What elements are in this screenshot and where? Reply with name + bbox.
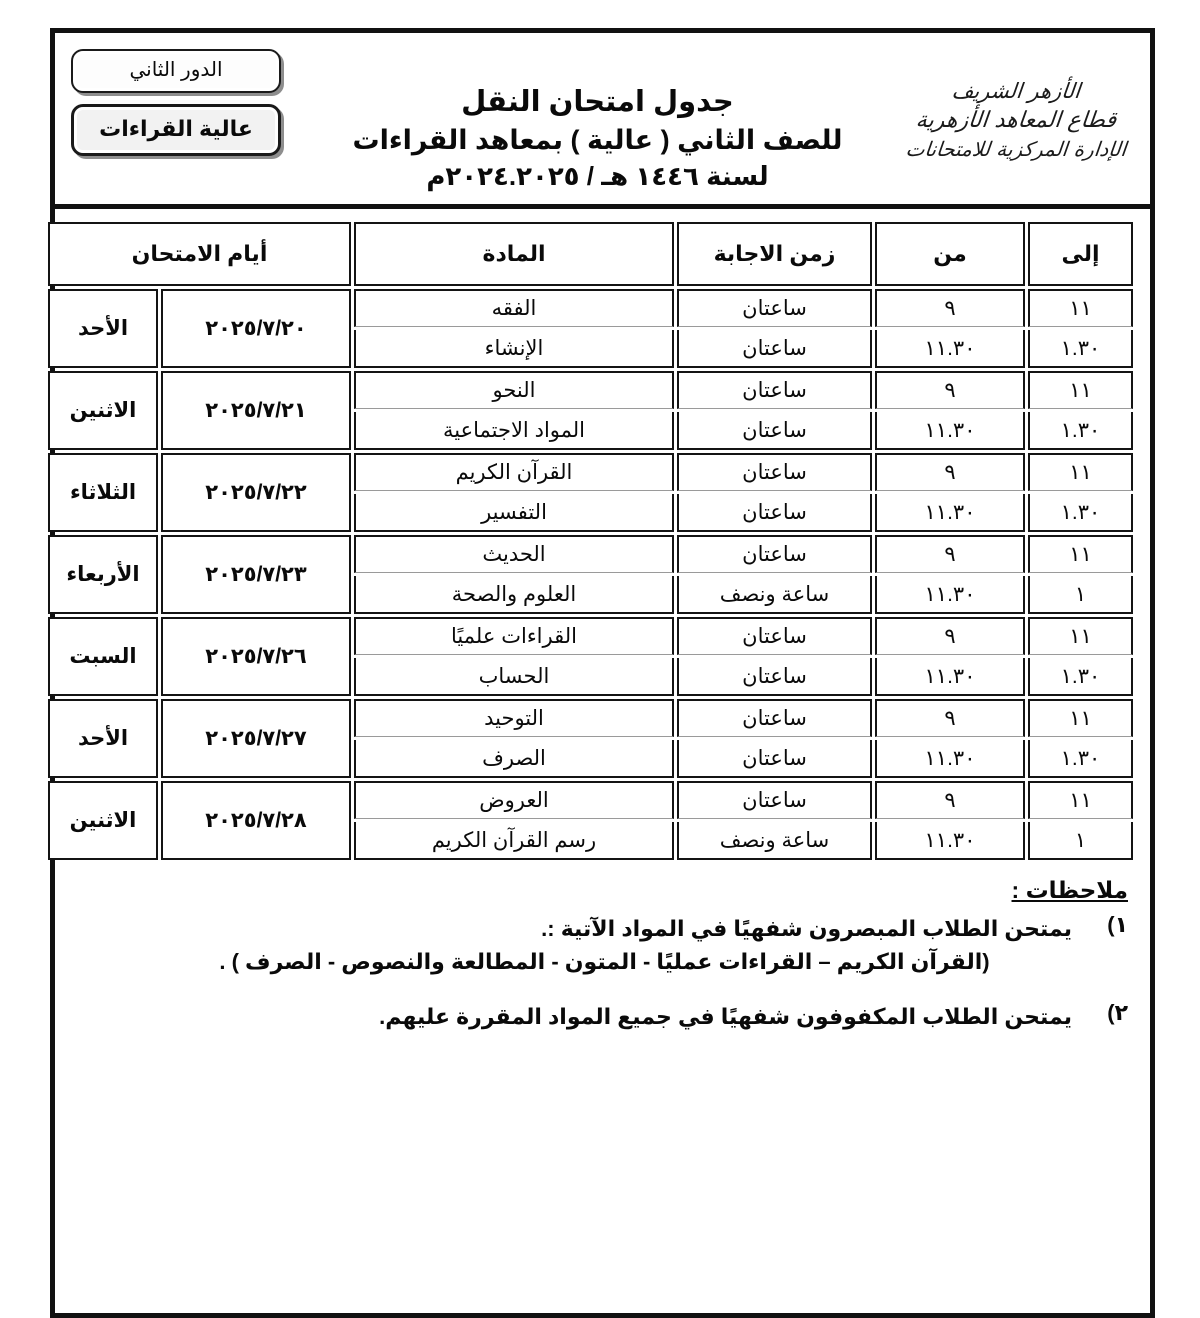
cell-time-from: ٩ [875,289,1025,327]
cell-time-to: ١.٣٠ [1028,330,1133,368]
cell-duration: ساعتان [677,535,872,573]
cell-exam-date: ٢٠٢٥/٧/٢٦ [161,617,351,696]
cell-subject: الحساب [354,658,674,696]
cell-time-from: ١١.٣٠ [875,494,1025,532]
cell-exam-day: الأحد [48,699,158,778]
cell-duration: ساعتان [677,740,872,778]
cell-exam-date: ٢٠٢٥/٧/٢٠ [161,289,351,368]
cell-time-to: ١١ [1028,781,1133,819]
cell-subject: النحو [354,371,674,409]
cell-duration: ساعتان [677,330,872,368]
cell-exam-day: الاثنين [48,781,158,860]
table-body [48,289,1133,860]
cell-time-from: ١١.٣٠ [875,658,1025,696]
cell-duration: ساعة ونصف [677,576,872,614]
note-item [77,912,1128,978]
logo-line-1: الأزهر الشريف [950,79,1082,103]
cell-exam-day: الثلاثاء [48,453,158,532]
cell-duration: ساعتان [677,617,872,655]
cell-time-from: ٩ [875,371,1025,409]
cell-exam-day: الاثنين [48,371,158,450]
schedule-table-container [55,209,1150,863]
note-subtext: (القرآن الكريم – القراءات عمليًا - المتون - المطالعة والنصوص - الصرف ) . [219,949,990,974]
cell-time-to: ١١ [1028,617,1133,655]
document-page [50,28,1155,1318]
cell-time-from: ٩ [875,781,1025,819]
title-line-3: لسنة ١٤٤٦ هـ / ٢٠٢٤.٢٠٢٥م [426,161,769,192]
table-row [48,289,1133,327]
cell-duration: ساعة ونصف [677,822,872,860]
document-header [55,33,1150,209]
cell-time-from: ١١.٣٠ [875,330,1025,368]
cell-time-from: ١١.٣٠ [875,576,1025,614]
column-header-duration: زمن الاجابة [677,222,872,286]
cell-time-to: ١١ [1028,453,1133,491]
cell-exam-date: ٢٠٢٥/٧/٢١ [161,371,351,450]
column-header-to: إلى [1028,222,1133,286]
cell-subject: التوحيد [354,699,674,737]
cell-duration: ساعتان [677,289,872,327]
azhar-calligraphy-logo [896,77,1136,164]
cell-duration: ساعتان [677,453,872,491]
note-number: ٢) [1107,1000,1128,1025]
cell-time-to: ١.٣٠ [1028,494,1133,532]
cell-time-to: ١ [1028,576,1133,614]
cell-time-to: ١.٣٠ [1028,658,1133,696]
cell-subject: الفقه [354,289,674,327]
cell-subject: العلوم والصحة [354,576,674,614]
note-text: يمتحن الطلاب المكفوفون شفهيًا في جميع المواد المقررة عليهم. [379,1004,1072,1029]
table-row [48,453,1133,491]
cell-duration: ساعتان [677,699,872,737]
header-badges [71,49,281,156]
cell-time-from: ٩ [875,453,1025,491]
cell-time-from: ٩ [875,535,1025,573]
cell-exam-date: ٢٠٢٥/٧/٢٨ [161,781,351,860]
note-item [77,1000,1128,1033]
cell-subject: الإنشاء [354,330,674,368]
cell-time-from: ١١.٣٠ [875,412,1025,450]
cell-exam-day: الأحد [48,289,158,368]
column-header-exam-days: أيام الامتحان [48,222,351,286]
cell-time-to: ١١ [1028,699,1133,737]
logo-line-3: الإدارة المركزية للامتحانات [904,137,1128,162]
cell-subject: التفسير [354,494,674,532]
badge-branch: عالية القراءات [71,104,281,156]
cell-duration: ساعتان [677,494,872,532]
cell-time-from: ١١.٣٠ [875,740,1025,778]
badge-exam-round: الدور الثاني [71,49,281,93]
cell-subject: رسم القرآن الكريم [354,822,674,860]
column-header-from: من [875,222,1025,286]
notes-spacer [77,982,1128,1000]
table-row [48,699,1133,737]
table-row [48,535,1133,573]
table-row [48,781,1133,819]
table-header-row [48,222,1133,286]
cell-exam-date: ٢٠٢٥/٧/٢٧ [161,699,351,778]
cell-time-to: ١.٣٠ [1028,740,1133,778]
cell-time-from: ١١.٣٠ [875,822,1025,860]
cell-time-to: ١١ [1028,535,1133,573]
cell-time-to: ١ [1028,822,1133,860]
cell-exam-day: السبت [48,617,158,696]
cell-time-to: ١١ [1028,289,1133,327]
cell-time-to: ١.٣٠ [1028,412,1133,450]
note-text: يمتحن الطلاب المبصرون شفهيًا في المواد الآتية :. [541,916,1072,941]
cell-duration: ساعتان [677,371,872,409]
cell-subject: المواد الاجتماعية [354,412,674,450]
cell-duration: ساعتان [677,658,872,696]
title-line-1: جدول امتحان النقل [461,86,734,118]
cell-time-to: ١١ [1028,371,1133,409]
cell-duration: ساعتان [677,781,872,819]
table-row [48,617,1133,655]
column-header-subject: المادة [354,222,674,286]
cell-exam-date: ٢٠٢٥/٧/٢٢ [161,453,351,532]
cell-duration: ساعتان [677,412,872,450]
table-row [48,371,1133,409]
cell-exam-day: الأربعاء [48,535,158,614]
cell-subject: القراءات علميًا [354,617,674,655]
cell-time-from: ٩ [875,699,1025,737]
notes-section [55,863,1150,1033]
note-number: ١) [1107,912,1128,937]
cell-time-from: ٩ [875,617,1025,655]
notes-heading: ملاحظات : [1011,877,1128,903]
title-line-2: للصف الثاني ( عالية ) بمعاهد القراءات [352,125,843,156]
page-title [310,83,885,195]
exam-schedule-table [45,219,1136,863]
cell-exam-date: ٢٠٢٥/٧/٢٣ [161,535,351,614]
cell-subject: الصرف [354,740,674,778]
cell-subject: العروض [354,781,674,819]
cell-subject: الحديث [354,535,674,573]
logo-line-2: قطاع المعاهد الأزهرية [914,107,1118,133]
cell-subject: القرآن الكريم [354,453,674,491]
